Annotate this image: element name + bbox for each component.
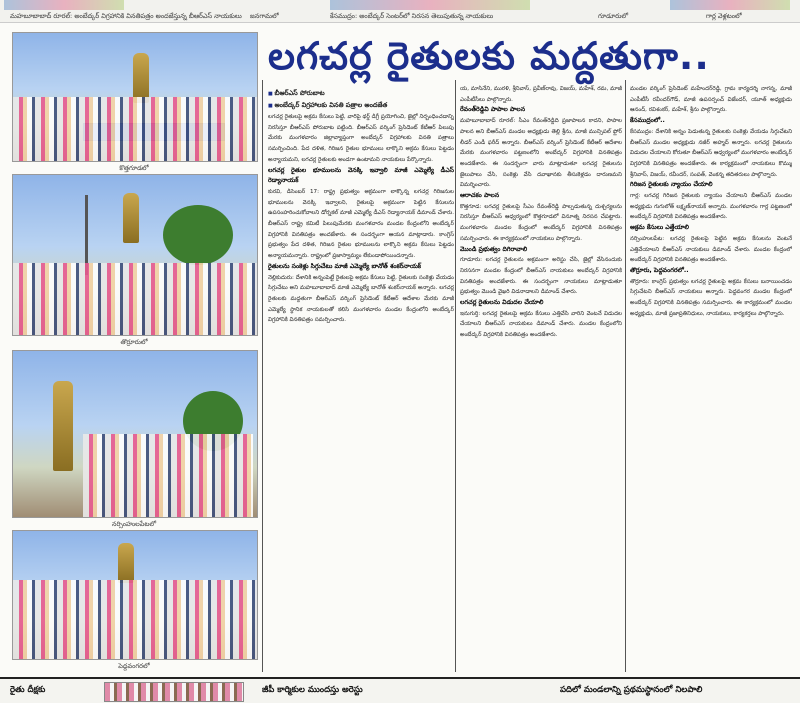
top-strip [0, 0, 800, 23]
col3-subhead-4: తొర్రూరు, పెద్దవంగరలో.. [630, 266, 689, 274]
top-caption-1: మహబూబాబాద్ రూరల్: అంబేద్కర్ విగ్రహానికి వినతిపత్రం అందజేస్తున్న బీఆర్ఎస్ నాయకులు [10, 12, 242, 20]
photo-narsimhulapeta [12, 350, 258, 518]
bullet-1: ■ బీఆర్ఎస్ పోరుబాట [268, 88, 448, 100]
bottom-headline-1: రైతు దీక్షకు [10, 685, 46, 695]
col2-para-4: గూడూరు: లగచర్ల రైతులను అక్రమంగా అరెస్టు చేసి, జైల్లో వేసినందుకు నిరసనగా మండల కేంద్రంలో బీఆర్ఎస్ నాయకులు అంబేద్కర్ విగ్రహానికి వినతిపత్రం అందజేశారు. ఈ సందర్భంగా నాయకులు మాట్లాడుతూ ప్రభుత్వం మొండి వైఖరి విడనాడాలని డిమాండ్ చేశారు. [460, 257, 622, 296]
bottom-thumb [104, 682, 244, 702]
col3-para-5: తొర్రూరు: కాంగ్రెస్ ప్రభుత్వం లగచర్ల రైతులపై అక్రమ కేసులు బనాయించడం సిగ్గుచేటని బీఆర్ఎస్ నాయకులు అన్నారు. పెద్దవంగర మండల కేంద్రంలో అంబేద్కర్ విగ్రహానికి వినతిపత్రం సమర్పించారు. ఈ కార్యక్రమంలో మండల అధ్యక్షుడు, మాజీ ప్రజాప్రతినిధులు, నాయకులు, కార్యకర్తలు పాల్గొన్నారు. [630, 278, 792, 317]
headline: లగచర్ల రైతులకు మద్దతుగా.. [268, 34, 710, 78]
top-caption-5: గార్ల వెళ్లటంలో [706, 12, 742, 20]
article-column-1 [268, 112, 454, 672]
top-caption-2: జనగామలో [250, 12, 279, 20]
col3-para-4: నర్సింహులపేట: లగచర్ల రైతులపై పెట్టిన అక్రమ కేసులను వెంటనే ఎత్తివేయాలని బీఆర్ఎస్ నాయకులు డిమాండ్ చేశారు. మండల కేంద్రంలో అంబేద్కర్ విగ్రహానికి వినతిపత్రం అందజేశారు. [630, 235, 792, 264]
photo-caption-3: నర్సింహులపేటలో [111, 520, 157, 528]
col1-para-3: నెల్లికుదురు: దేశానికి అన్నంపెట్టే రైతులపై అక్రమ కేసులు పెట్టి, రైతులకు సంకెళ్లు వేయడం సిగ్గుచేటు అని మహబూబాబాద్ మాజీ ఎమ్మెల్యే బానోత్ శంకర్‌నాయక్ అన్నారు. లగచర్ల రైతులకు మద్దతుగా బీఆర్ఎస్ వర్కింగ్ ప్రెసిడెంట్ కేటీఆర్ ఆదేశాల మేరకు మాజీ ఎమ్మెల్యే స్థానిక నాయకులతో కలిసి మంగళవారం మండల కేంద్రంలోని అంబేద్కర్ విగ్రహానికి వినతిపత్రం సమర్పించారు. [268, 274, 454, 324]
col3-subhead-2: గిరిజన రైతులకు న్యాయం చేయాలి [630, 181, 713, 189]
col3-para-1: మండల వర్కింగ్ ప్రెసిడెంట్ మహేందర్‌రెడ్డి, గ్రామ కార్యదర్శి నాగన్న, మాజీ ఎంపీటీసీ రవీందర్‌గౌడ్, మాజీ ఉపసర్పంచ్ విజేందర్, యూత్ అధ్యక్షుడు ఆనంద్, రవిశంకర్, మహేశ్, శ్రీను పాల్గొన్నారు. [630, 86, 792, 114]
article-column-2 [460, 84, 622, 672]
article-column-3 [630, 84, 792, 672]
col1-para-1: లగచర్ల రైతులపై అక్రమ కేసులు పెట్టి, వారిపై థర్డ్ డిగ్రీ ప్రయోగించి, జైల్లో నిర్బంధించడాన్ని నిరసిస్తూ బీఆర్ఎస్ పోరుబాట పట్టింది. బీఆర్ఎస్ వర్కింగ్ ప్రెసిడెంట్ కేటీఆర్ పిలుపు మేరకు మంగళవారం జిల్లావ్యాప్తంగా అంబేద్కర్ విగ్రహాలకు వినతి పత్రాలు సమర్పించింది. పేద దళిత, గిరిజన రైతుల భూములు లాక్కొని అక్రమ కేసులు పెట్టడం అన్యాయమని, లగచర్ల రైతులకు అండగా ఉంటామని నాయకులు పేర్కొన్నారు. [268, 114, 454, 163]
col1-subhead-2: రైతులను సంకెళ్లు సిగ్గుచేటు మాజీ ఎమ్మెల్యే బానోత్ శంకర్‌నాయక్ [268, 262, 422, 270]
photo-peddavangara [12, 530, 258, 660]
column-rule-2 [455, 80, 456, 672]
col2-para-5: ఇనుగుర్తి: లగచర్ల రైతులపై అక్రమ కేసులు ఎత్తివేసి వారిని వెంటనే విడుదల చేయాలని బీఆర్ఎస్ నాయకులు డిమాండ్ చేశారు. మండల కేంద్రంలోని అంబేద్కర్ విగ్రహానికి వినతిపత్రం అందజేశారు. [460, 310, 622, 339]
photo-caption-4: పెద్దవంగరలో [118, 662, 150, 670]
top-thumb-1 [4, 0, 124, 10]
photo-caption-1: కొత్తగూడలో [119, 164, 149, 172]
bottom-headlines [0, 677, 800, 703]
col2-subhead-3: మొండి ప్రభుత్వం దిగిరావాలి [460, 245, 528, 253]
photo-kothaguda [12, 32, 258, 162]
column-rule-1 [262, 80, 263, 672]
col3-para-3: గార్ల: లగచర్ల గిరిజన రైతులకు న్యాయం చేయాలని బీఆర్ఎస్ మండల అధ్యక్షుడు గుగులోత్ లక్ష్మణ్‌నాయక్ అన్నారు. మంగళవారం గార్ల పట్టణంలో అంబేద్కర్ విగ్రహానికి వినతిపత్రం అందజేశారు. [630, 193, 792, 221]
col2-para-2: మహబూబాబాద్ రూరల్: సీఎం రేవంత్‌రెడ్డిది ప్రజాపాలన కాదని, పాపాల పాలన అని బీఆర్ఎస్ మండల అధ్యక్షుడు తెల్లి శ్రీను, మాజీ మున్సిపల్ ఫ్లోర్ లీడర్ ఎండీ ఫరీద్ అన్నారు. బీఆర్ఎస్ వర్కింగ్ ప్రెసిడెంట్ కేటీఆర్ ఆదేశాల మేరకు మంగళవారం పట్టణంలోని అంబేద్కర్ విగ్రహానికి వినతిపత్రం అందజేశారు. ఈ సందర్భంగా వారు మాట్లాడుతూ లగచర్ల రైతులను జైలుపాలు చేసి, సంకెళ్లు వేసి దవాఖానకు తీసుకెళ్లడం దారుణమని విమర్శించారు. [460, 118, 622, 189]
top-thumb-2 [330, 0, 530, 10]
col2-subhead-1: రేవంత్‌రెడ్డివి పాపాల పాలన [460, 106, 526, 114]
col3-para-2: కేసముద్రం: దేశానికి అన్నం పెడుతున్న రైతులకు సంకెళ్లు వేయడం సిగ్గుచేటని బీఆర్ఎస్ మండల అధ్యక్షుడు నజీర్ అహ్మద్ అన్నారు. లగచర్ల రైతులను విడుదల చేయాలని కోరుతూ బీఆర్ఎస్ ఆధ్వర్యంలో మంగళవారం అంబేద్కర్ విగ్రహానికి వినతిపత్రం అందజేశారు. ఈ కార్యక్రమంలో నాయకులు కొమ్ము శ్రీనివాస్, విజయ్, రవీందర్, సంపత్, వెంకన్న తదితరులు పాల్గొన్నారు. [630, 128, 792, 178]
bottom-headline-2: జీపీ కార్మికుల ముందస్తు అరెస్టు [262, 685, 363, 695]
top-caption-4: గూడూరులో [598, 12, 629, 20]
col2-para-1: య, మాసినేని, మురళి, శ్రీనివాస్, ప్రవీణ్‌రావు, విజయ్, మహేశ్, రమ, మాజీ ఎంపీటీసీలు పాల్గొన్నారు. [460, 86, 622, 103]
col2-para-3: కొత్తగూడ: లగచర్ల రైతులపై సీఎం రేవంత్‌రెడ్డి పాల్పడుతున్న దుశ్చర్యలను నిరసిస్తూ బీఆర్ఎస్ ఆధ్వర్యంలో కొత్తగూడలో వినూత్న నిరసన చేపట్టారు. మంగళవారం మండల కేంద్రంలో అంబేద్కర్ విగ్రహానికి వినతిపత్రం సమర్పించారు. ఈ కార్యక్రమంలో నాయకులు పాల్గొన్నారు. [460, 203, 622, 242]
col3-subhead-1: కేసముద్రంలో.. [630, 117, 665, 125]
col2-subhead-4: లగచర్ల రైతులను విడుదల చేయాలి [460, 299, 544, 307]
top-thumb-3 [670, 0, 790, 10]
photo-caption-2: తొర్రూరులో [120, 338, 148, 346]
col1-subhead-1: లగచర్ల రైతుల భూములను వెనక్కి ఇవ్వాలి మాజీ ఎమ్మెల్యే డీఎస్ రెడ్యానాయక్ [268, 166, 454, 185]
col1-para-2: కురవి, డిసెంబర్ 17: రాష్ట్ర ప్రభుత్వం అక్రమంగా లాక్కొన్న లగచర్ల గిరిజనుల భూములను వెనక్కి ఇవ్వాలని, రైతులపై అక్రమంగా పెట్టిన కేసులను ఉపసంహరించుకోవాలని డోర్నకల్ మాజీ ఎమ్మెల్యే డీఎస్ రెడ్యానాయక్ డిమాండ్ చేశారు. బీఆర్ఎస్ రాష్ట్ర కమిటీ పిలుపుమేరకు మంగళవారం మండల కేంద్రంలోని అంబేద్కర్ విగ్రహానికి వినతిపత్రం అందజేశారు. ఈ సందర్భంగా ఆయన మాట్లాడారు. కాంగ్రెస్ ప్రభుత్వం పేద దళిత, గిరిజన రైతుల భూములను లాక్కొని అక్రమ కేసులు పెట్టడం అన్యాయమన్నారు. రాష్ట్రంలో ప్రజాస్వామ్యం లేకుండాపోయిందన్నారు. [268, 188, 454, 260]
col3-subhead-3: అక్రమ కేసులు ఎత్తేయాలి [630, 224, 689, 232]
column-rule-3 [625, 80, 626, 672]
bullet-2: ■ అంబేద్కర్ విగ్రహాలకు వినతి పత్రాల అందజేత [268, 100, 448, 112]
photo-thorrur [12, 174, 258, 336]
bottom-headline-3: పదిలో మండలాన్ని ప్రథమస్థానంలో నిలపాలి [560, 685, 703, 695]
bullet-list [268, 88, 448, 112]
top-caption-3: కేసముద్రం: అంబేద్కర్ సెంటర్‌లో నిరసన తెలుపుతున్న నాయకులు [330, 12, 494, 20]
col2-subhead-2: ఆరాచకం పాలన [460, 192, 500, 200]
